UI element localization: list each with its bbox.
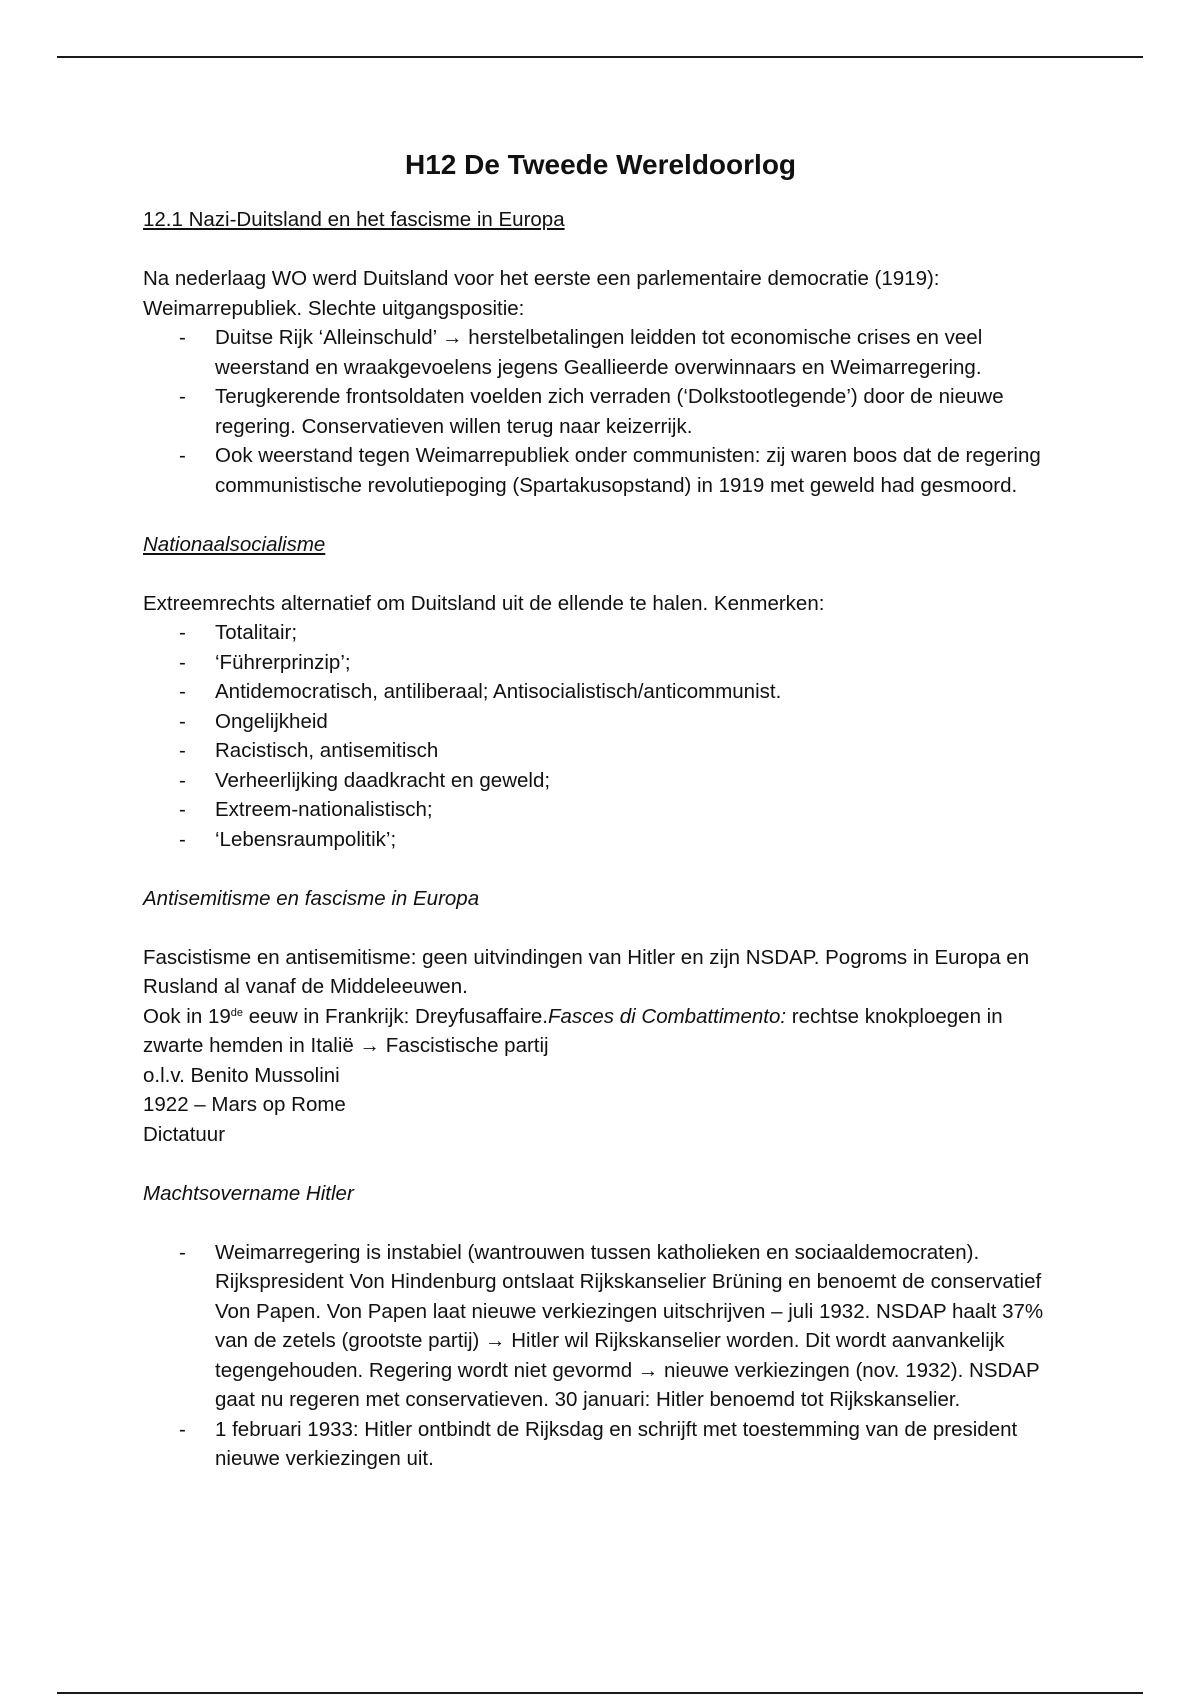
section-intro-weimar: Na nederlaag WO werd Duitsland voor het eerste een parlementaire democratie (1919): Weimarrepubliek. Slechte uitgangspositie: <box>143 267 940 320</box>
list-item: - Terugkerende frontsoldaten voelden zich verraden (‘Dolkstootlegende’) door de nieuwe regering. Conservatieven willen terug naar keizerrijk. <box>215 382 1058 441</box>
list-item: - ‘Lebensraumpolitik’; <box>215 825 1058 855</box>
list-item: - Weimarregering is instabiel (wantrouwen tussen katholieken en sociaaldemocraten). Rijkspresident Von Hindenburg ontslaat Rijkskanselier Brüning en benoemt de conservatief Von Papen. Von Papen laat nieuwe verkiezingen uitschrijven – juli 1932. NSDAP haalt 37% van de zetels (grootste partij) → Hitler wil Rijkskanselier worden. Dit wordt aanvankelijk tegengehouden. Regering wordt niet gevormd → nieuwe verkiezingen (nov. 1932). NSDAP gaat nu regeren met conservatieven. 30 januari: Hitler benoemd tot Rijkskanselier. <box>215 1238 1058 1415</box>
line-march-on-rome: 1922 – Mars op Rome <box>143 1093 346 1116</box>
characteristics-list <box>143 618 1058 854</box>
paragraph-fascism-italy: Ook in 19de eeuw in Frankrijk: Dreyfusaffaire.Fasces di Combattimento: rechtse knokploegen in zwarte hemden in Italië → Fascistische partij <box>143 1004 1003 1057</box>
list-item: - Totalitair; <box>215 618 1058 648</box>
page-title: H12 De Tweede Wereldoorlog <box>404 149 797 180</box>
list-item: - Antidemocratisch, antiliberaal; Antisocialistisch/anticommunist. <box>215 677 1058 707</box>
list-item: - Duitse Rijk ‘Alleinschuld’ → herstelbetalingen leidden tot economische crises en veel weerstand en wraakgevoelens jegens Geallieerde overwinnaars en Weimarregering. <box>215 323 1058 382</box>
section-heading-nazi-germany: 12.1 Nazi-Duitsland en het fascisme in Europa <box>143 208 565 231</box>
seizure-of-power-list <box>143 1238 1058 1474</box>
line-dictatorship: Dictatuur <box>143 1122 226 1146</box>
weimar-list <box>143 323 1058 500</box>
line-mussolini: o.l.v. Benito Mussolini <box>143 1063 340 1087</box>
list-item: - 1 februari 1933: Hitler ontbindt de Rijksdag en schrijft met toestemming van de president nieuwe verkiezingen uit. <box>215 1415 1058 1474</box>
section-heading-antisemitism: Antisemitisme en fascisme in Europa <box>143 886 480 910</box>
list-item: - Ongelijkheid <box>215 707 1058 737</box>
list-item: - ‘Führerprinzip’; <box>215 648 1058 678</box>
header-rule <box>57 56 1143 58</box>
section-heading-nationalsocialism: Nationaalsocialisme <box>143 532 326 556</box>
list-item: - Extreem-nationalistisch; <box>215 795 1058 825</box>
footer-rule <box>57 1692 1143 1694</box>
list-item: - Verheerlijking daadkracht en geweld; <box>215 766 1058 796</box>
list-item: - Racistisch, antisemitisch <box>215 736 1058 766</box>
document-body <box>143 145 1058 1474</box>
list-item: - Ook weerstand tegen Weimarrepubliek onder communisten: zij waren boos dat de regering communistische revolutiepoging (Spartakusopstand) in 1919 met geweld had gesmoord. <box>215 441 1058 500</box>
paragraph-antisemitism: Fascistisme en antisemitisme: geen uitvindingen van Hitler en zijn NSDAP. Pogroms in Europa en Rusland al vanaf de Middeleeuwen. <box>143 945 1030 998</box>
section-intro-characteristics: Extreemrechts alternatief om Duitsland uit de ellende te halen. Kenmerken: <box>143 591 825 615</box>
section-heading-seizure-of-power: Machtsovername Hitler <box>143 1181 354 1205</box>
